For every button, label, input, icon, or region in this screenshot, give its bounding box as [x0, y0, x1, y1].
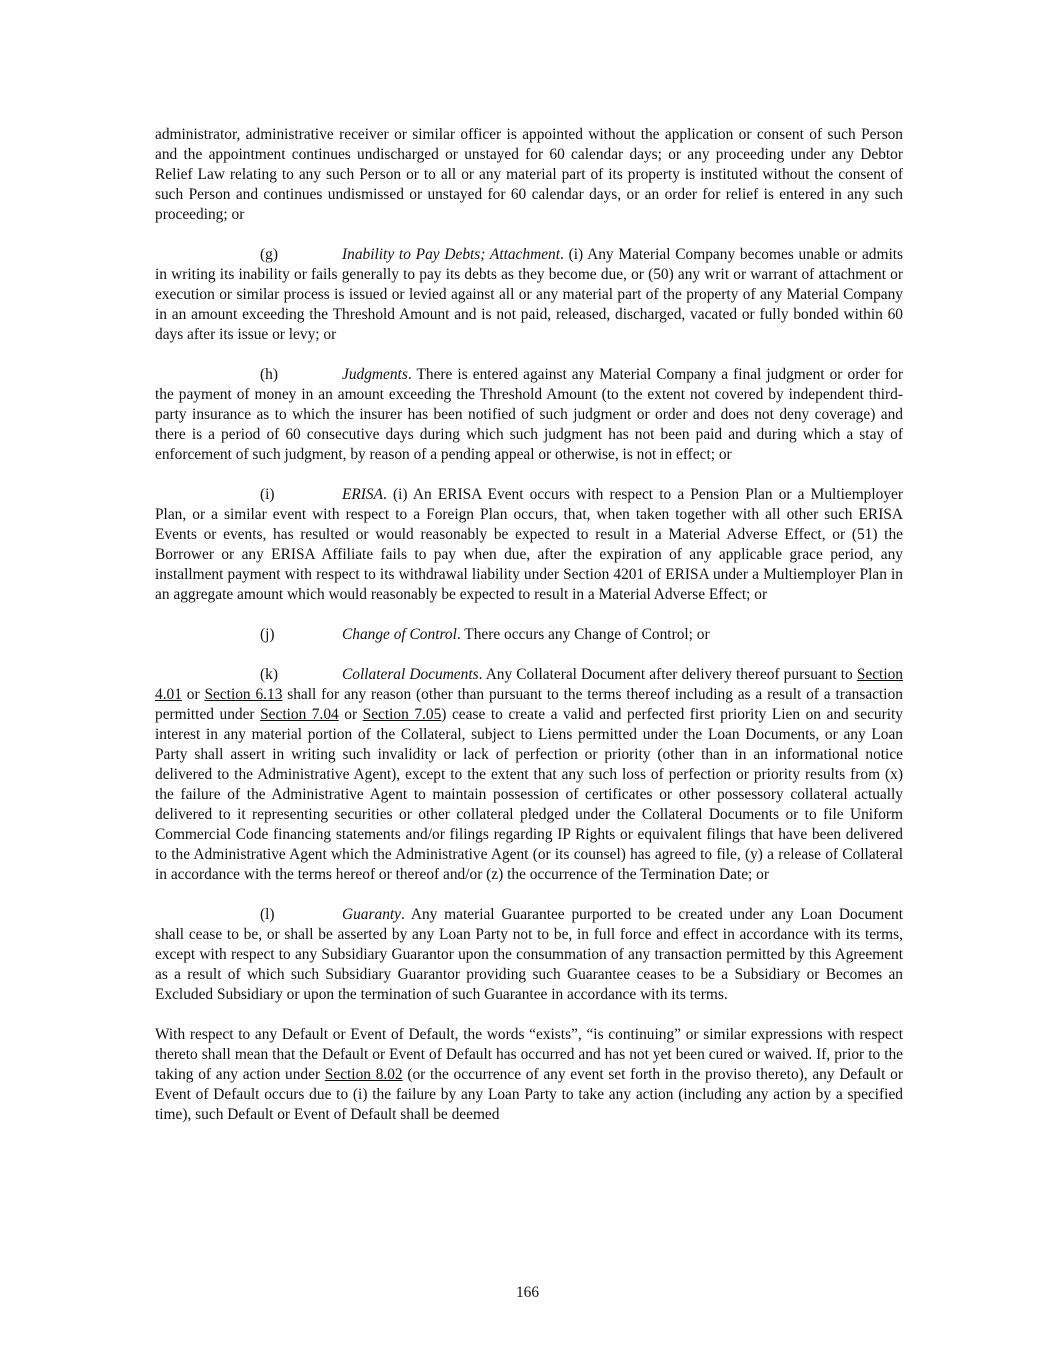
clause-heading: ERISA [342, 486, 384, 503]
clause-i [155, 485, 903, 605]
page-body [155, 125, 903, 1145]
clause-text: . Any Collateral Document after delivery thereof pursuant to [478, 666, 857, 683]
closing-text: (or the occurrence of any event set forth in the proviso thereto), any Default or Event of Default occurs due to (i) the failure by any Loan Party to take any action (including any action by a specified time), such Default or Event of Default shall be deemed [155, 1066, 903, 1123]
clause-text: . Any material Guarantee purported to be created under any Loan Document shall cease to be, or shall be asserted by any Loan Party not to be, in full force and effect in accordance with its terms, except with respect to any Subsidiary Guarantor upon the consummation of any transaction permitted by this Agreement as a result of which such Subsidiary Guarantor providing such Guarantee ceases to be a Subsidiary or Becomes an Excluded Subsidiary or upon the termination of such Guarantee in accordance with its terms. [155, 906, 903, 1003]
closing-text: With respect to any Default or Event of Default, the words “exists”, “is continuing” or similar expressions with respect thereto shall mean that the Default or Event of Default has occurred and has not yet been cured or waived. If, prior to the taking of any action under [155, 1026, 903, 1083]
clause-heading: Inability to Pay Debts; Attachment [342, 246, 561, 263]
clause-text: ) cease to create a valid and perfected first priority Lien on and security interest in any material portion of the Collateral, subject to Liens permitted under the Loan Documents, or any Loan Party shall assert in writing such invalidity or lack of perfection or priority (other than in an informational notice delivered to the Administrative Agent), except to the extent that any such loss of perfection or priority results from (x) the failure of the Administrative Agent to maintain possession of certificates or other possessory collateral actually delivered to it representing securities or other collateral pledged under the Collateral Documents or to file Uniform Commercial Code financing statements and/or filings regarding IP Rights or equivalent filings that have been delivered to the Administrative Agent which the Administrative Agent (or its counsel) has agreed to file, (y) a release of Collateral in accordance with the terms hereof or thereof and/or (z) the occurrence of the Termination Date; or [155, 706, 903, 883]
section-reference-link[interactable]: Section 7.05 [362, 706, 442, 723]
section-reference-link[interactable]: Section 6.13 [204, 686, 283, 703]
clause-label: (g) [260, 246, 278, 263]
clause-label: (l) [260, 906, 275, 923]
clause-label: (h) [260, 366, 278, 383]
clause-heading: Change of Control [342, 626, 457, 643]
clause-l [155, 905, 903, 1005]
clause-heading: Collateral Documents [342, 666, 479, 683]
clause-text: . There occurs any Change of Control; or [456, 626, 710, 643]
section-reference-link[interactable]: Section 4.01 [155, 666, 903, 703]
section-reference-link[interactable]: Section 7.04 [260, 706, 339, 723]
clause-heading: Judgments [342, 366, 408, 383]
clause-j [155, 625, 903, 645]
clause-text: . There is entered against any Material Company a final judgment or order for the payment of money in an amount exceeding the Threshold Amount (to the extent not covered by independent third-party insurance as to which the insurer has been notified of such judgment or order and does not deny coverage) and there is a period of 60 consecutive days during which such judgment has not been paid and during which a stay of enforcement of such judgment, by reason of a pending appeal or otherwise, is not in effect; or [155, 366, 903, 463]
closing-paragraph [155, 1025, 903, 1125]
clause-k [155, 665, 903, 885]
clause-text: . (i) An ERISA Event occurs with respect to a Pension Plan or a Multiemployer Plan, or a similar event with respect to a Foreign Plan occurs, that, when taken together with all other such ERISA Events or events, has resulted or would reasonably be expected to result in a Material Adverse Effect, or (51) the Borrower or any ERISA Affiliate fails to pay when due, after the expiration of any applicable grace period, any installment payment with respect to its withdrawal liability under Section 4201 of ERISA under a Multiemployer Plan in an aggregate amount which would reasonably be expected to result in a Material Adverse Effect; or [155, 486, 903, 603]
clause-h [155, 365, 903, 465]
clause-label: (j) [260, 626, 275, 643]
section-reference-link[interactable]: Section 8.02 [324, 1066, 403, 1083]
clause-text: or [338, 706, 363, 723]
clause-text: . (i) Any Material Company becomes unable or admits in writing its inability or fails generally to pay its debts as they become due, or (50) any writ or warrant of attachment or execution or similar process is issued or levied against all or any material part of the property of any Material Company in an amount exceeding the Threshold Amount and is not paid, released, discharged, vacated or fully bonded within 60 days after its issue or levy; or [155, 246, 903, 343]
clause-label: (k) [260, 666, 278, 683]
clause-heading: Guaranty [342, 906, 401, 923]
continuation-paragraph: administrator, administrative receiver or similar officer is appointed without the application or consent of such Person and the appointment continues undischarged or unstayed for 60 calendar days; or any proceeding under any Debtor Relief Law relating to any such Person or to all or any material part of its property is instituted without the consent of such Person and continues undismissed or unstayed for 60 calendar days, or an order for relief is entered in any such proceeding; or [155, 126, 903, 223]
page-number: 166 [515, 1284, 540, 1301]
clause-label: (i) [260, 486, 275, 503]
clause-text: or [181, 686, 205, 703]
clause-g [155, 245, 903, 345]
clause-text: shall for any reason (other than pursuant to the terms thereof including as a result of a transaction permitted under [155, 686, 903, 723]
